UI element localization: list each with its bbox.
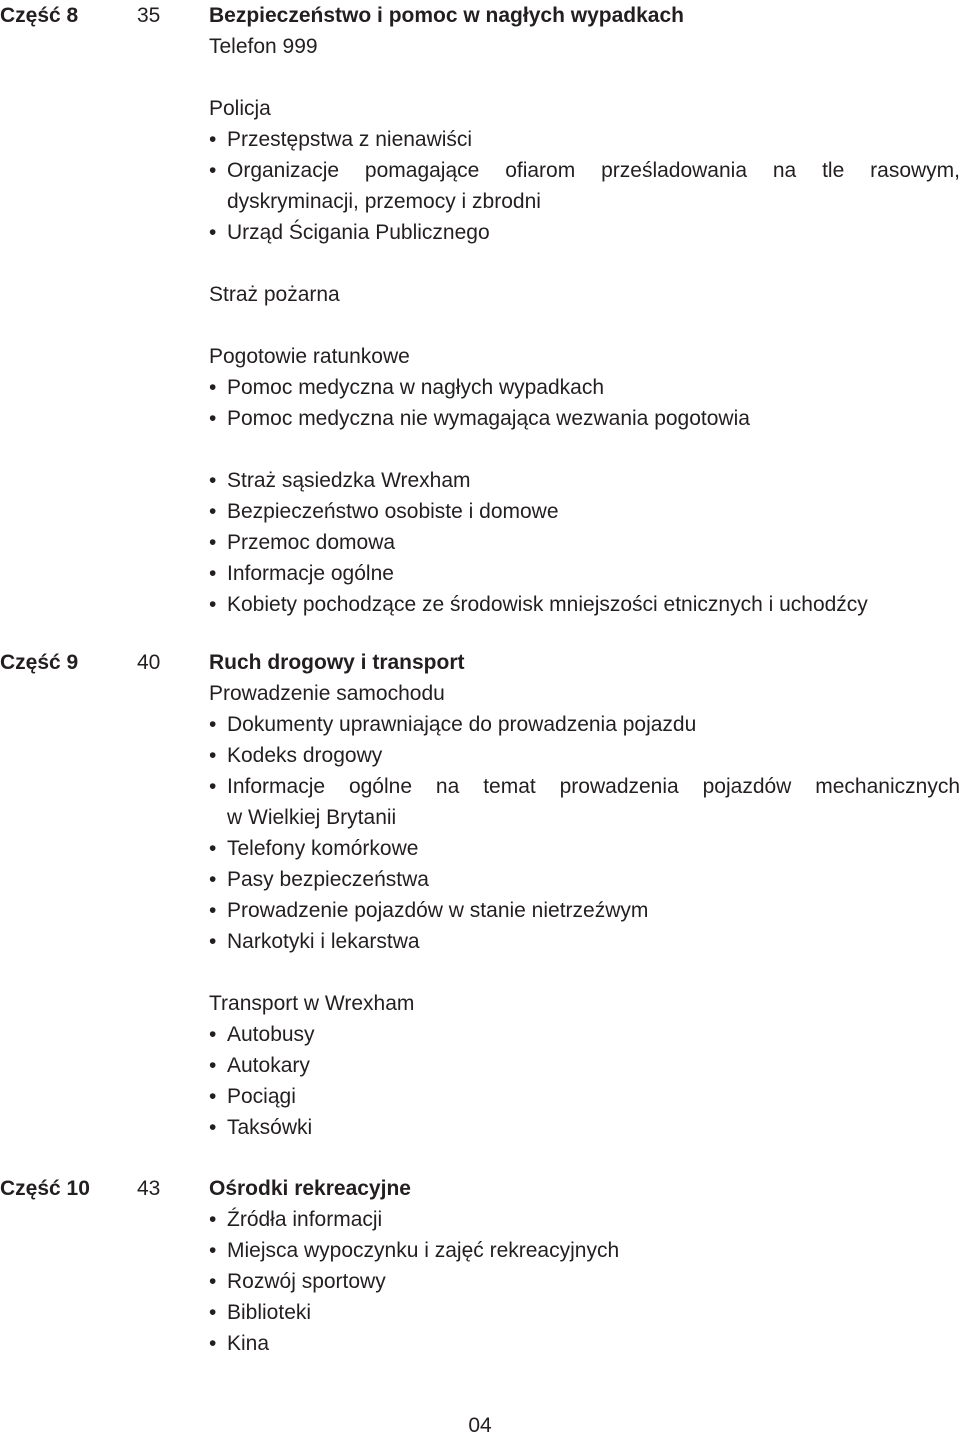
list-item: • Organizacje pomagające ofiarom prześladowania na tle rasowym, [209, 155, 960, 186]
section-page-number: 43 [137, 1177, 161, 1200]
section-page-number: 40 [137, 651, 161, 674]
section-title: Bezpieczeństwo i pomoc w nagłych wypadkach [209, 4, 684, 27]
section-content [209, 647, 960, 1143]
section-label: Część 9 [0, 651, 79, 674]
list-item: • Przemoc domowa [209, 527, 960, 558]
section-content [209, 0, 960, 620]
list-item-continuation: dyskryminacji, przemocy i zbrodni [227, 190, 541, 213]
list-item: • Taksówki [209, 1112, 960, 1143]
list-item: • Informacje ogólne [209, 558, 960, 589]
list-item: • Informacje ogólne na temat prowadzenia pojazdów mechanicznych [209, 771, 960, 802]
list-item: • Urząd Ścigania Publicznego [209, 217, 960, 248]
list-item: • Telefony komórkowe [209, 833, 960, 864]
list-item: • Kina [209, 1328, 960, 1359]
list-item: • Bezpieczeństwo osobiste i domowe [209, 496, 960, 527]
list-item: • Pomoc medyczna w nagłych wypadkach [209, 372, 960, 403]
section-page-number: 35 [137, 4, 161, 27]
list-item: • Pasy bezpieczeństwa [209, 864, 960, 895]
group-heading: Policja [209, 97, 271, 120]
list-item: • Prowadzenie pojazdów w stanie nietrzeźwym [209, 895, 960, 926]
section-title: Ruch drogowy i transport [209, 651, 465, 674]
list-item: • Autobusy [209, 1019, 960, 1050]
section-label: Część 10 [0, 1177, 90, 1200]
list-item: • Przestępstwa z nienawiści [209, 124, 960, 155]
page-number: 04 [468, 1414, 492, 1437]
list-item: • Dokumenty uprawniające do prowadzenia pojazdu [209, 709, 960, 740]
list-item: • Straż sąsiedzka Wrexham [209, 465, 960, 496]
list-item: • Biblioteki [209, 1297, 960, 1328]
group-heading: Transport w Wrexham [209, 992, 415, 1015]
list-item-continuation: w Wielkiej Brytanii [227, 806, 397, 829]
section-subtitle: Telefon 999 [209, 35, 318, 58]
list-item: • Miejsca wypoczynku i zajęć rekreacyjnych [209, 1235, 960, 1266]
list-item: • Autokary [209, 1050, 960, 1081]
list-item: • Kobiety pochodzące ze środowisk mniejszości etnicznych i uchodźcy [209, 589, 960, 620]
section-title: Ośrodki rekreacyjne [209, 1177, 411, 1200]
group-heading: Pogotowie ratunkowe [209, 345, 410, 368]
list-item: • Narkotyki i lekarstwa [209, 926, 960, 957]
section-content [209, 1173, 960, 1359]
list-item: • Pociągi [209, 1081, 960, 1112]
list-item: • Źródła informacji [209, 1204, 960, 1235]
group-heading: Straż pożarna [209, 283, 340, 306]
list-item: • Rozwój sportowy [209, 1266, 960, 1297]
list-item: • Kodeks drogowy [209, 740, 960, 771]
list-item: • Pomoc medyczna nie wymagająca wezwania pogotowia [209, 403, 960, 434]
section-label: Część 8 [0, 4, 79, 27]
group-heading: Prowadzenie samochodu [209, 682, 445, 705]
